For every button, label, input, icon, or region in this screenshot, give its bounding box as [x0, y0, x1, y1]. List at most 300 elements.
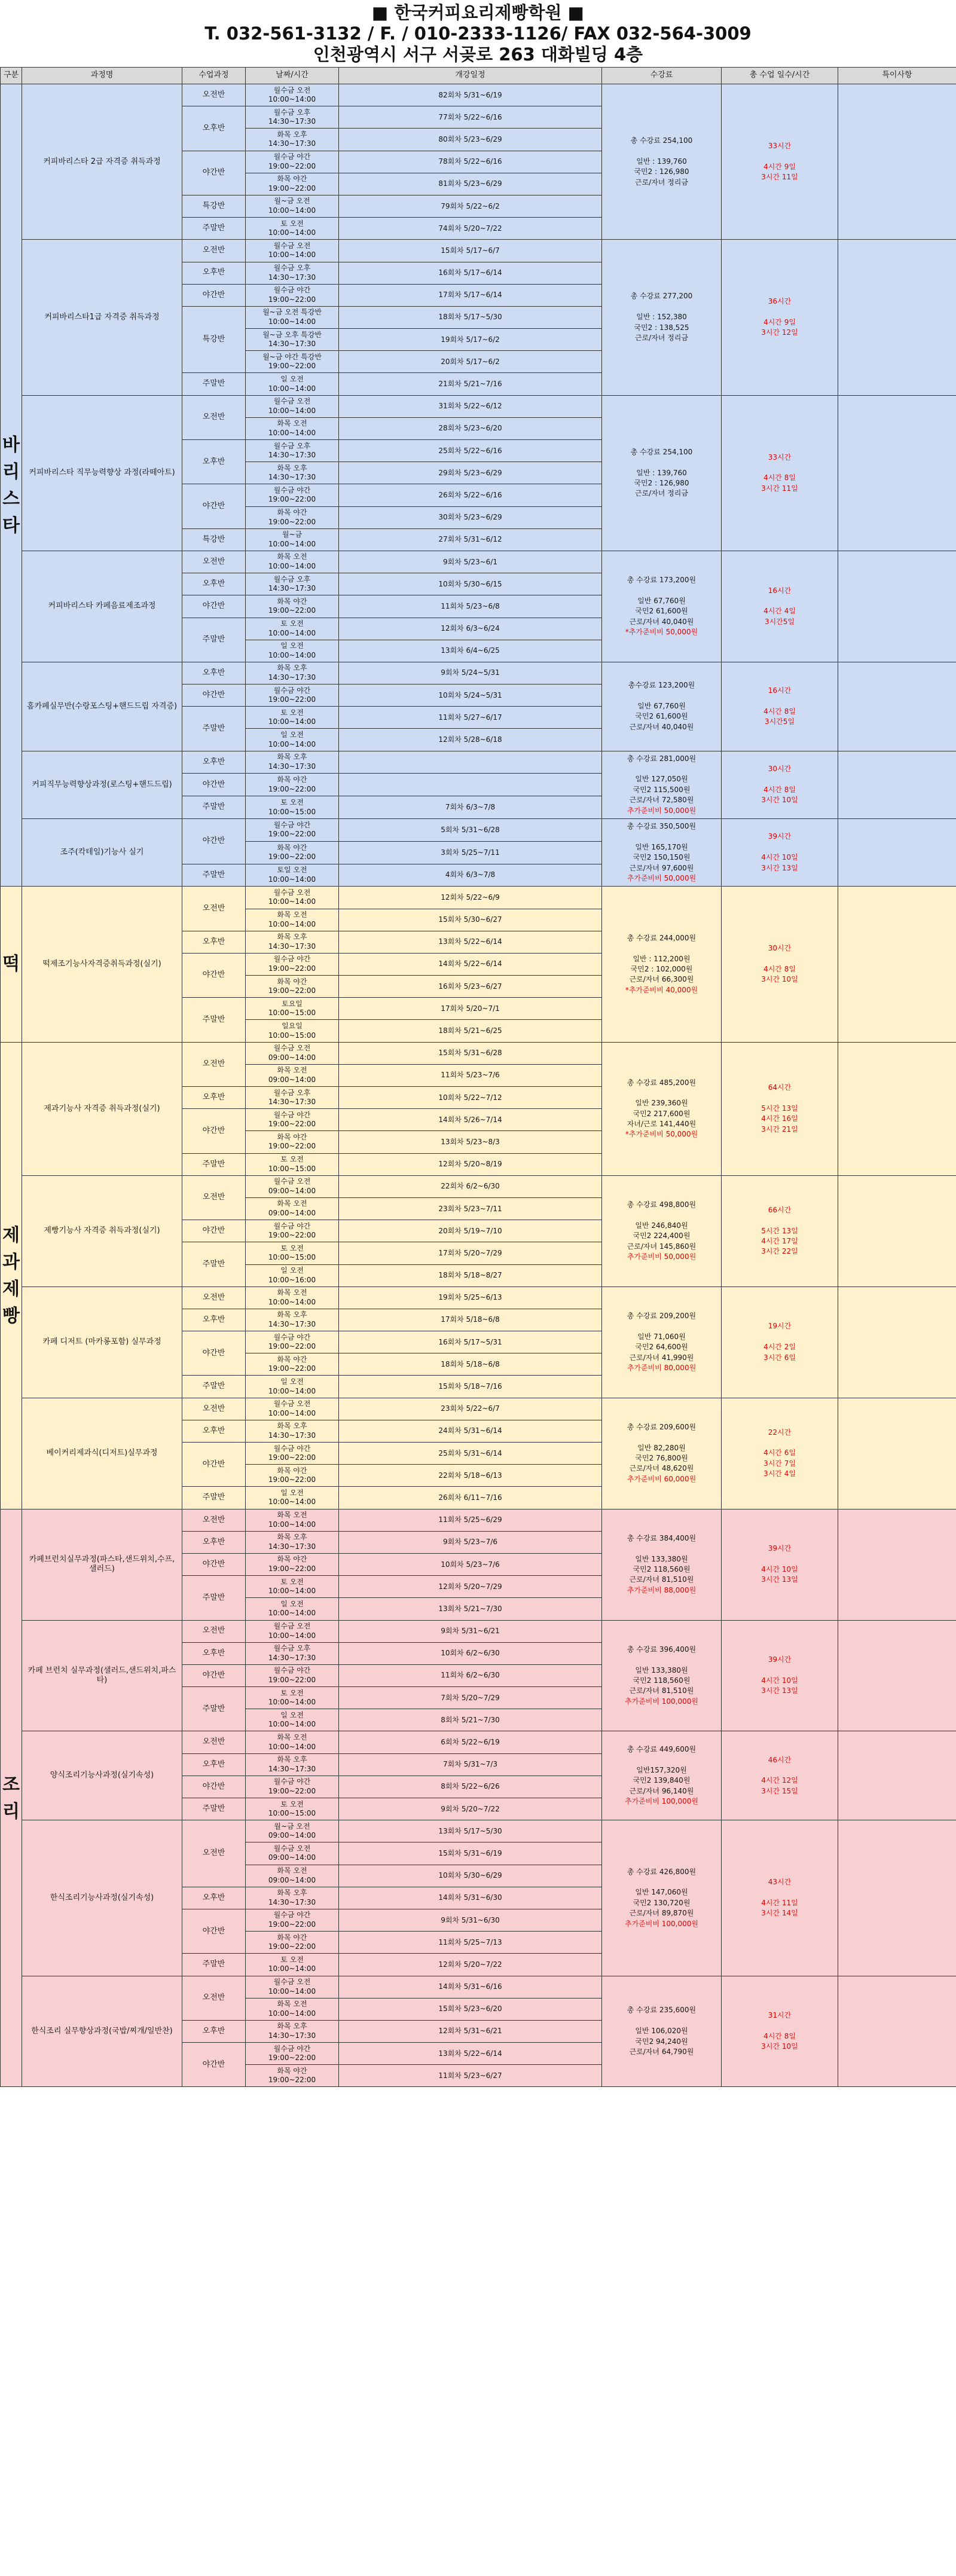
course-name: 커피바리스타 카페음료제조과정 — [22, 551, 182, 662]
table-row — [1, 1976, 956, 1998]
cell-line: 일반 82,280원 — [637, 1443, 686, 1452]
cell-line: 3시간 4일 — [763, 1469, 796, 1478]
cell-line: 화목 야간 — [277, 1933, 307, 1942]
hours-cell — [722, 1042, 838, 1175]
class-type: 야간반 — [182, 953, 246, 997]
fee-cell — [602, 887, 722, 1042]
cell-line: 3시간5일 — [764, 617, 795, 626]
hours-cell — [722, 1398, 838, 1509]
schedule-cell — [246, 751, 339, 774]
notes-cell — [838, 662, 956, 751]
schedule-cell — [246, 640, 339, 662]
cell-line: 14:30~17:30 — [268, 451, 316, 460]
cell-line: 화목 야간 — [277, 1355, 307, 1364]
cell-line: 10:00~14:00 — [268, 897, 316, 906]
course-name: 카페 브런치 실무과정(샐러드,샌드위치,파스타) — [22, 1620, 182, 1731]
category-char: 스 — [2, 488, 20, 509]
period-cell: 78회차 5/22~6/16 — [339, 151, 602, 173]
cell-line: 화목 오전 — [277, 552, 307, 561]
hours-cell — [722, 1287, 838, 1398]
schedule-cell — [246, 841, 339, 864]
cell-line — [604, 457, 719, 467]
class-type: 오후반 — [182, 662, 246, 684]
schedule-cell — [246, 662, 339, 684]
notes-cell — [838, 1287, 956, 1398]
cell-line — [604, 1088, 719, 1098]
schedule-cell — [246, 462, 339, 484]
schedule-cell — [246, 195, 339, 217]
cell-line: 3시간 12일 — [761, 328, 798, 337]
table-row — [1, 551, 956, 573]
cell-line — [604, 1877, 719, 1887]
hours-cell — [722, 1175, 838, 1287]
cell-line: 총 수강료 384,400원 — [627, 1533, 697, 1542]
cell-line: 4시간 8일 — [763, 707, 796, 716]
period-cell: 18회차 5/17~5/30 — [339, 306, 602, 328]
cell-line: 14:30~17:30 — [268, 1431, 316, 1440]
cell-line: 3시간 22일 — [761, 1247, 798, 1256]
class-type: 야간반 — [182, 1220, 246, 1242]
schedule-cell — [246, 1820, 339, 1842]
cell-line: 4시간 8일 — [763, 2031, 796, 2040]
cell-line: 10:00~14:00 — [268, 317, 316, 326]
cell-line: 4시간 17일 — [761, 1236, 798, 1245]
class-type: 오전반 — [182, 395, 246, 439]
cell-line: 근로/자녀 97,600원 — [629, 863, 694, 872]
cell-line: 19:00~22:00 — [268, 1786, 316, 1795]
table-row — [1, 1731, 956, 1753]
cell-line: 4시간 10일 — [761, 853, 798, 862]
extra-fee-note: *추가준비비 50,000원 — [625, 1130, 698, 1139]
cell-line: 14:30~17:30 — [268, 584, 316, 593]
cell-line: 19:00~22:00 — [268, 606, 316, 615]
course-name: 한식조리기능사과정(실기속성) — [22, 1820, 182, 1976]
schedule-cell — [246, 1932, 339, 1954]
schedule-cell — [246, 1798, 339, 1820]
cell-line: 국민2 139,840원 — [633, 1776, 691, 1785]
cell-line: 19:00~22:00 — [268, 1942, 316, 1951]
period-cell: 10회차 5/22~7/12 — [339, 1087, 602, 1109]
class-type: 야간반 — [182, 151, 246, 195]
cell-line — [722, 954, 838, 964]
period-cell: 9회차 5/31~6/30 — [339, 1909, 602, 1931]
cell-line — [604, 586, 719, 596]
cell-line — [722, 1765, 838, 1776]
cell-line: 화목 오전 — [277, 1511, 307, 1520]
cell-line — [722, 774, 838, 784]
fee-cell — [602, 1509, 722, 1620]
table-row — [1, 1820, 956, 1842]
cell-line — [604, 302, 719, 312]
schedule-cell — [246, 173, 339, 195]
period-cell: 3회차 5/25~7/11 — [339, 841, 602, 864]
cell-line: 3시간 7일 — [763, 1459, 796, 1468]
cell-line: 39시간 — [768, 1544, 792, 1553]
cell-line: 화목 야간 — [277, 1132, 307, 1141]
period-cell: 25회차 5/22~6/16 — [339, 440, 602, 462]
course-name: 커피바리스타 2급 자격증 취득과정 — [22, 84, 182, 240]
cell-line: 10:00~14:00 — [268, 717, 316, 726]
cell-line: 14:30~17:30 — [268, 1542, 316, 1551]
class-type: 오전반 — [182, 1398, 246, 1420]
schedule-cell — [246, 909, 339, 931]
course-schedule-table — [0, 67, 956, 2087]
cell-line: 월수금 오후 — [273, 575, 311, 583]
period-cell: 10회차 5/30~6/29 — [339, 1865, 602, 1887]
cell-line: 국민2 118,560원 — [633, 1565, 691, 1574]
cell-line: 토 오전 — [280, 797, 304, 806]
cell-line: 14:30~17:30 — [268, 273, 316, 282]
cell-line: 국민2 115,500원 — [633, 785, 691, 794]
class-type: 주말반 — [182, 1153, 246, 1175]
cell-line — [722, 1887, 838, 1897]
cell-line: 31시간 — [768, 2011, 792, 2020]
fee-cell — [602, 1820, 722, 1976]
category-char: 제 — [2, 1278, 20, 1300]
cell-line: 일반157,320원 — [636, 1765, 687, 1774]
cell-line: 화목 야간 — [277, 508, 307, 517]
cell-line: 토 오전 — [280, 708, 304, 717]
class-type: 주말반 — [182, 1687, 246, 1731]
period-cell: 17회차 5/20~7/1 — [339, 998, 602, 1020]
cell-line: 3시간 14일 — [761, 1909, 798, 1918]
cell-line: 화목 오전 — [277, 2000, 307, 2009]
cell-line: 10:00~14:00 — [268, 428, 316, 437]
cell-line: 09:00~14:00 — [268, 1875, 316, 1884]
cell-line: 14:30~17:30 — [268, 473, 316, 482]
period-cell: 12회차 6/3~6/24 — [339, 618, 602, 640]
class-type: 오전반 — [182, 1731, 246, 1753]
period-cell: 16회차 5/17~6/14 — [339, 262, 602, 284]
period-cell: 80회차 5/23~6/29 — [339, 129, 602, 151]
period-cell: 13회차 5/17~5/30 — [339, 1820, 602, 1842]
class-type: 야간반 — [182, 1109, 246, 1153]
period-cell — [339, 774, 602, 796]
cell-line: 월수금 야간 — [273, 1911, 311, 1920]
cell-line: 09:00~14:00 — [268, 1853, 316, 1862]
cell-line: 10:00~14:00 — [268, 406, 316, 415]
notes-cell — [838, 1509, 956, 1620]
period-cell: 8회차 5/21~7/30 — [339, 1709, 602, 1731]
cell-line: 화목 오전 — [277, 419, 307, 428]
class-type: 야간반 — [182, 484, 246, 528]
fee-cell — [602, 1620, 722, 1731]
cell-line: 19:00~22:00 — [268, 1475, 316, 1484]
cell-line: 토 오전 — [280, 619, 304, 628]
cell-line: 월수금 야간 — [273, 1221, 311, 1230]
period-cell: 11회차 6/2~6/30 — [339, 1664, 602, 1686]
cell-line: 국민2 224,400원 — [633, 1232, 691, 1240]
cell-line: 월수금 오전 — [273, 397, 311, 406]
cell-line: 일반 165,170원 — [635, 842, 688, 851]
period-cell: 31회차 5/22~6/12 — [339, 395, 602, 417]
cell-line: 화목 야간 — [277, 175, 307, 184]
cell-line: 10:00~14:00 — [268, 1297, 316, 1306]
class-type: 오전반 — [182, 887, 246, 931]
cell-line: 46시간 — [768, 1755, 792, 1764]
period-cell: 14회차 5/26~7/14 — [339, 1109, 602, 1131]
cell-line: 5시간 13일 — [761, 1104, 798, 1113]
extra-fee-note: 추가준비비 50,000원 — [627, 1252, 697, 1261]
cell-line: 근로/자녀 41,990원 — [629, 1353, 694, 1362]
schedule-cell — [246, 551, 339, 573]
period-cell: 7회차 6/3~7/8 — [339, 796, 602, 819]
cell-line: 근로/자녀 81,510원 — [629, 1575, 694, 1584]
schedule-cell — [246, 106, 339, 129]
extra-fee-note: 추가준비비 100,000원 — [625, 1797, 698, 1806]
period-cell: 10회차 6/2~6/30 — [339, 1642, 602, 1664]
cell-line: 월수금 오전 — [273, 1622, 311, 1630]
class-type: 오후반 — [182, 1531, 246, 1553]
course-name: 한식조리 실무향상과정(국밥/찌개/일반찬) — [22, 1976, 182, 2087]
schedule-cell — [246, 1553, 339, 1575]
cell-line: 10:00~15:00 — [268, 1009, 316, 1017]
category-char: 타 — [2, 515, 20, 536]
cell-line: 66시간 — [768, 1205, 792, 1214]
notes-cell — [838, 1175, 956, 1287]
cell-line: 10:00~14:00 — [268, 1498, 316, 1507]
cell-line: 19:00~22:00 — [268, 830, 316, 839]
class-type: 주말반 — [182, 1376, 246, 1398]
cell-line — [722, 842, 838, 852]
course-name: 커피직무능력향상과정(로스팅+핸드드립) — [22, 751, 182, 818]
cell-line: 일반 : 139,760 — [636, 468, 687, 477]
cell-line: 총 수강료 254,100 — [630, 136, 693, 145]
category-cell — [1, 84, 22, 887]
period-cell: 5회차 5/31~6/28 — [339, 818, 602, 841]
cell-line: 토 오전 — [280, 1955, 304, 1964]
cell-line: 총 수강료 350,500원 — [627, 821, 697, 830]
class-type: 야간반 — [182, 1443, 246, 1487]
schedule-cell — [246, 953, 339, 975]
cell-line — [604, 1321, 719, 1331]
class-type: 오전반 — [182, 1509, 246, 1531]
cell-line: 총 수강료 498,800원 — [627, 1200, 697, 1209]
schedule-cell — [246, 129, 339, 151]
cell-line: 총 수강료 281,000원 — [627, 754, 697, 763]
cell-line: 자녀/근로 141,440원 — [627, 1120, 697, 1129]
cell-line: 19:00~22:00 — [268, 1364, 316, 1373]
schedule-cell — [246, 1242, 339, 1264]
cell-line: 일반 127,050원 — [635, 775, 688, 784]
period-cell: 9회차 5/20~7/22 — [339, 1798, 602, 1820]
cell-line: 19:00~22:00 — [268, 784, 316, 793]
cell-line: 09:00~14:00 — [268, 1053, 316, 1062]
cell-line: 토 오전 — [280, 1688, 304, 1697]
period-cell: 18회차 5/21~6/25 — [339, 1020, 602, 1042]
cell-line: 일 오전 — [280, 730, 304, 739]
cell-line: 월수금 오전 — [273, 888, 311, 897]
schedule-cell — [246, 685, 339, 707]
cell-line: 14:30~17:30 — [268, 1897, 316, 1906]
period-cell: 13회차 5/22~6/14 — [339, 2043, 602, 2065]
class-type: 야간반 — [182, 1776, 246, 1798]
fee-cell — [602, 551, 722, 662]
cell-line: 월수금 오후 — [273, 1644, 311, 1653]
cell-line — [722, 1438, 838, 1448]
class-type: 주말반 — [182, 1242, 246, 1287]
cell-line: 22시간 — [768, 1428, 792, 1437]
schedule-cell — [246, 1731, 339, 1753]
academy-address: 인천광역시 서구 서곶로 263 대화빌딩 4층 — [313, 44, 643, 65]
fee-cell — [602, 240, 722, 395]
class-type: 오후반 — [182, 262, 246, 284]
class-type: 오전반 — [182, 240, 246, 262]
period-cell: 11회차 5/25~7/13 — [339, 1932, 602, 1954]
schedule-cell — [246, 1954, 339, 1976]
schedule-cell — [246, 1287, 339, 1309]
period-cell: 25회차 5/31~6/14 — [339, 1443, 602, 1465]
schedule-cell — [246, 2020, 339, 2042]
hours-cell — [722, 1976, 838, 2087]
cell-line — [722, 1666, 838, 1676]
cell-line: 근로/자녀 64,790원 — [629, 2048, 694, 2056]
schedule-cell — [246, 262, 339, 284]
schedule-cell — [246, 1175, 339, 1197]
cell-line: 4시간 8일 — [763, 964, 796, 973]
cell-line: 10:00~14:00 — [268, 1698, 316, 1707]
cell-line: 10:00~15:00 — [268, 1809, 316, 1818]
cell-line: 국민2 76,800원 — [635, 1454, 688, 1463]
period-cell: 26회차 6/11~7/16 — [339, 1487, 602, 1509]
category-cell — [1, 1042, 22, 1509]
cell-line: 10:00~14:00 — [268, 628, 316, 637]
extra-fee-note: *추가준비비 50,000원 — [625, 628, 698, 637]
cell-line: 4시간 8일 — [763, 473, 796, 482]
class-type: 야간반 — [182, 595, 246, 618]
cell-line: 10:00~14:00 — [268, 1987, 316, 1996]
period-cell: 18회차 5/18~6/8 — [339, 1353, 602, 1376]
cell-line: 토 오전 — [280, 1577, 304, 1586]
schedule-cell — [246, 373, 339, 395]
period-cell: 30회차 5/23~6/29 — [339, 506, 602, 528]
cell-line: 14:30~17:30 — [268, 117, 316, 126]
hours-cell — [722, 551, 838, 662]
class-type: 주말반 — [182, 373, 246, 395]
cell-line: 33시간 — [768, 453, 792, 462]
cell-line: 월수금 야간 — [273, 1666, 311, 1675]
class-type: 야간반 — [182, 1664, 246, 1686]
cell-line: 3시간 10일 — [761, 2042, 798, 2051]
cell-line: 화목 야간 — [277, 1555, 307, 1564]
cell-line: 4시간 2일 — [763, 1343, 796, 1352]
schedule-cell — [246, 1909, 339, 1931]
cell-line — [722, 696, 838, 706]
cell-line: 화목 오후 — [277, 463, 307, 472]
cell-line: 19:00~22:00 — [268, 1675, 316, 1684]
class-type: 오후반 — [182, 1309, 246, 1331]
schedule-cell — [246, 218, 339, 240]
cell-line: 10:00~14:00 — [268, 228, 316, 237]
cell-line: 19:00~22:00 — [268, 986, 316, 995]
cell-line — [604, 691, 719, 701]
class-type: 특강반 — [182, 195, 246, 217]
cell-line: 09:00~14:00 — [268, 1831, 316, 1840]
cell-line: 10:00~14:00 — [268, 1386, 316, 1395]
cell-line: 4시간 11일 — [761, 1898, 798, 1907]
cell-line: 14:30~17:30 — [268, 2031, 316, 2040]
class-type: 주말반 — [182, 1954, 246, 1976]
period-cell: 81회차 5/23~6/29 — [339, 173, 602, 195]
period-cell: 79회차 5/22~6/2 — [339, 195, 602, 217]
cell-line: 19:00~22:00 — [268, 1120, 316, 1129]
cell-line: 월~금 오전 — [274, 197, 310, 206]
class-type: 주말반 — [182, 1487, 246, 1509]
period-cell: 8회차 5/22~6/26 — [339, 1776, 602, 1798]
cell-line: 14:30~17:30 — [268, 762, 316, 771]
table-row — [1, 1398, 956, 1420]
class-type: 오후반 — [182, 1753, 246, 1776]
cell-line: 19:00~22:00 — [268, 295, 316, 304]
cell-line: 월수금 야간 — [273, 1333, 311, 1342]
schedule-cell — [246, 618, 339, 640]
cell-line: 10:00~14:00 — [268, 740, 316, 748]
cell-line: 근로/자녀 정리금 — [634, 334, 688, 343]
cell-line: 09:00~14:00 — [268, 1186, 316, 1195]
cell-line: 월~금 — [282, 530, 303, 539]
cell-line: 14:30~17:30 — [268, 139, 316, 148]
class-type: 오전반 — [182, 1976, 246, 2020]
cell-line: 화목 야간 — [277, 843, 307, 852]
cell-line: 일 오전 — [280, 1377, 304, 1386]
cell-line — [604, 146, 719, 157]
cell-line: 16시간 — [768, 586, 792, 595]
cell-line: 일반 239,360원 — [635, 1099, 688, 1108]
cell-line: 4시간 12일 — [761, 1776, 798, 1785]
cell-line: 일 오전 — [280, 641, 304, 650]
cell-line — [604, 943, 719, 954]
period-cell: 17회차 5/20~7/29 — [339, 1242, 602, 1264]
cell-line: 10:00~14:00 — [268, 206, 316, 215]
course-name: 커피바리스타 직무능력향상 과정(라떼아트) — [22, 395, 182, 551]
cell-line: 총 수강료 396,400원 — [627, 1645, 697, 1654]
period-cell: 7회차 5/31~7/3 — [339, 1753, 602, 1776]
notes-cell — [838, 751, 956, 818]
cell-line: 10:00~15:00 — [268, 1031, 316, 1040]
class-type: 야간반 — [182, 2043, 246, 2087]
schedule-cell — [246, 887, 339, 909]
cell-line: 3시간 11일 — [761, 173, 798, 182]
cell-line: 국민2 : 138,525 — [634, 323, 689, 332]
hours-cell — [722, 84, 838, 240]
cell-line: 10:00~14:00 — [268, 1742, 316, 1751]
table-row — [1, 1042, 956, 1064]
fee-cell — [602, 84, 722, 240]
period-cell: 14회차 5/31~6/16 — [339, 1976, 602, 1998]
cell-line: 일반 147,060원 — [635, 1888, 688, 1897]
class-type: 주말반 — [182, 218, 246, 240]
schedule-cell — [246, 1020, 339, 1042]
period-cell: 14회차 5/31~6/30 — [339, 1887, 602, 1909]
cell-line: 3시간 6일 — [763, 1353, 796, 1362]
cell-line: 근로/자녀 89,870원 — [629, 1909, 694, 1918]
course-name: 제과기능사 자격증 취득과정(실기) — [22, 1042, 182, 1175]
class-type: 오전반 — [182, 84, 246, 106]
schedule-cell — [246, 1642, 339, 1664]
cell-line: 일요일 — [282, 1021, 303, 1030]
class-type: 주말반 — [182, 864, 246, 887]
cell-line: 월~금 오전 — [274, 1822, 310, 1831]
schedule-cell — [246, 595, 339, 618]
period-cell: 10회차 5/24~5/31 — [339, 685, 602, 707]
category-char: 바 — [2, 434, 20, 456]
schedule-cell — [246, 1064, 339, 1086]
cell-line: 14:30~17:30 — [268, 942, 316, 951]
cell-line: 국민2 : 126,980 — [634, 478, 689, 487]
schedule-cell — [246, 1887, 339, 1909]
cell-line: 근로/자녀 72,580원 — [629, 796, 694, 805]
schedule-cell — [246, 306, 339, 328]
